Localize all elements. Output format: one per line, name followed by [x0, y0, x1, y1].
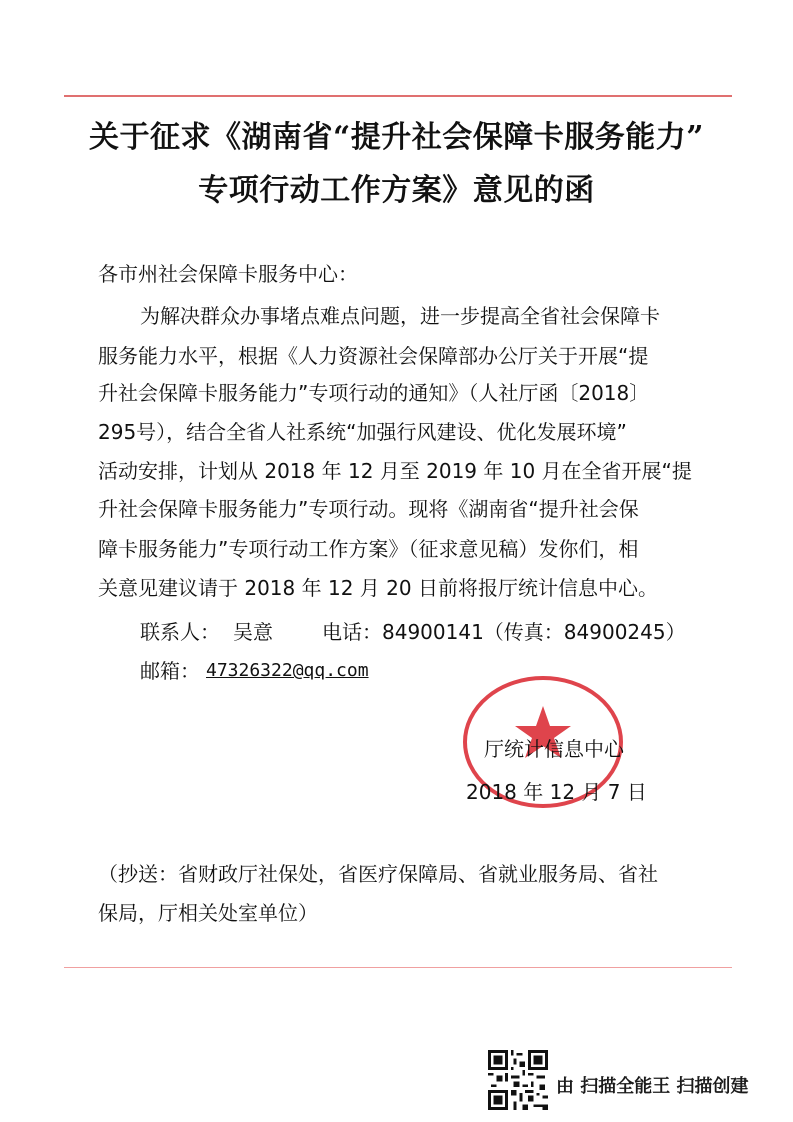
body-line: 活动安排，计划从 2018 年 12 月至 2019 年 10 月在全省开展“提 [98, 459, 692, 483]
document-title-line-1: 关于征求《湖南省“提升社会保障卡服务能力” [88, 120, 704, 155]
bottom-red-rule [64, 967, 732, 968]
body-line: 升社会保障卡服务能力”专项行动。现将《湖南省“提升社会保 [98, 497, 639, 521]
qr-code-icon [488, 1050, 548, 1110]
cc-line: 保局，厅相关处室单位） [98, 901, 318, 925]
body-line: 升社会保障卡服务能力”专项行动的通知》（人社厅函〔2018〕 [98, 381, 650, 405]
greeting: 各市州社会保障卡服务中心： [98, 262, 358, 286]
document-title-line-2: 专项行动工作方案》意见的函 [198, 173, 595, 208]
body-line: 为解决群众办事堵点难点问题，进一步提高全省社会保障卡 [140, 304, 660, 328]
scanner-credit-text: 由 扫描全能王 扫描创建 [556, 1076, 749, 1097]
issue-date: 2018 年 12 月 7 日 [466, 780, 647, 804]
body-line: 障卡服务能力”专项行动工作方案》（征求意见稿）发你们，相 [98, 537, 639, 561]
body-line: 关意见建议请于 2018 年 12 月 20 日前将报厅统计信息中心。 [98, 576, 658, 600]
top-red-rule [64, 95, 732, 97]
body-line: 服务能力水平，根据《人力资源社会保障部办公厅关于开展“提 [98, 344, 649, 368]
contact-label: 联系人： [140, 620, 220, 644]
email-link[interactable]: 47326322@qq.com [206, 660, 369, 681]
issuer-name: 厅统计信息中心 [484, 737, 624, 761]
contact-name: 吴意 [233, 620, 273, 644]
body-line: 295号），结合全省人社系统“加强行风建设、优化发展环境” [98, 420, 627, 444]
cc-line: （抄送：省财政厅社保处，省医疗保障局、省就业服务局、省社 [98, 862, 658, 886]
email-label: 邮箱： [140, 659, 200, 683]
phone-fax-line: 电话：84900141（传真：84900245） [322, 620, 686, 644]
